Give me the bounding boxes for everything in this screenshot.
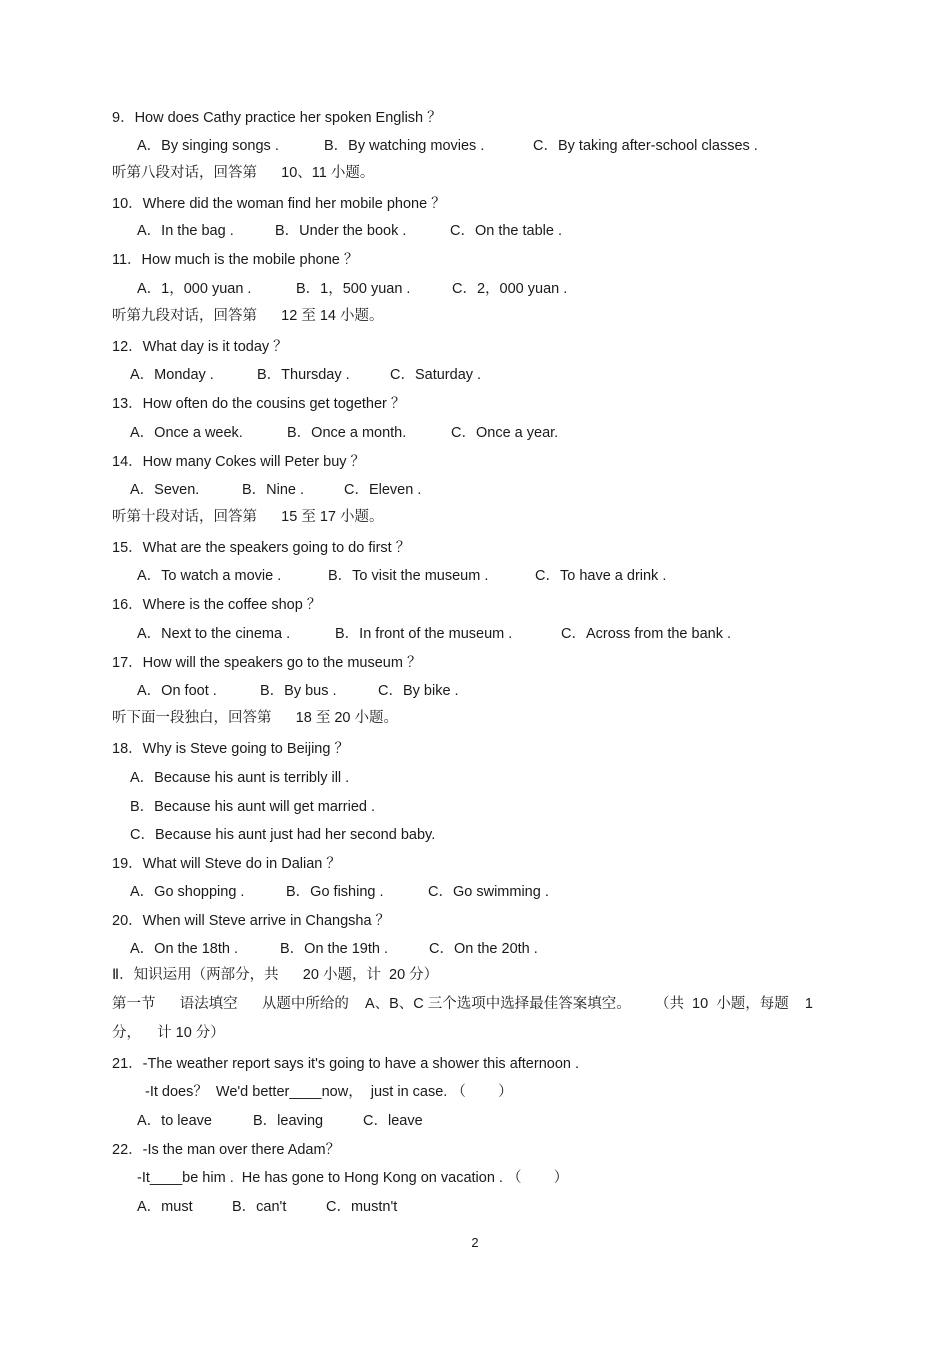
option-11a: A．1，000 yuan . [137,281,252,297]
option-15a: A．To watch a movie . [137,568,282,584]
question-18: 18．Why is Steve going to Beijing ？ [112,741,349,757]
option-9a: A．By singing songs . [137,138,279,154]
question-17: 17．How will the speakers go to the museum ？ [112,655,422,671]
option-20c: C．On the 20th . [429,941,538,957]
option-18c: C．Because his aunt just had her second baby. [130,827,436,843]
option-12b: B．Thursday . [257,367,350,383]
section-instruction-monologue: 听下面一段独白，回答第 18 至 20 小题。 [112,710,399,726]
option-13a: A．Once a week. [130,425,243,441]
question-10: 10．Where did the woman find her mobile phone ？ [112,196,446,212]
option-21b: B．leaving [253,1113,324,1129]
page-number: 2 [471,1235,479,1250]
option-9b: B．By watching movies . [324,138,485,154]
section-1-instruction-cont: 分， 计 10 分） [112,1025,225,1041]
option-17a: A．On foot . [137,683,217,699]
question-21: 21．-The weather report says it's going to have a shower this afternoon . [112,1056,580,1072]
section-1-instruction: 第一节 语法填空 从题中所给的 A、B、C 三个选项中选择最佳答案填空。 （共 10 小题，每题 1 [112,996,813,1012]
option-12c: C．Saturday . [390,367,482,383]
question-15: 15．What are the speakers going to do first ？ [112,540,411,556]
option-14b: B．Nine . [242,482,305,498]
option-15c: C．To have a drink . [535,568,667,584]
question-13: 13．How often do the cousins get together ？ [112,396,406,412]
section-instruction-9: 听第九段对话，回答第 12 至 14 小题。 [112,308,384,324]
option-21a: A．to leave [137,1113,212,1129]
question-22: 22．-Is the man over there Adam？ [112,1142,341,1158]
option-17c: C．By bike . [378,683,459,699]
option-12a: A．Monday . [130,367,214,383]
option-20a: A．On the 18th . [130,941,239,957]
option-22a: A．must [137,1199,193,1215]
question-12: 12．What day is it today ？ [112,339,288,355]
option-18b: B．Because his aunt will get married . [130,799,375,815]
question-22-response: -It____be him . He has gone to Hong Kong on vacation . （ ） [137,1170,569,1186]
option-10a: A．In the bag . [137,223,234,239]
option-13c: C．Once a year. [451,425,559,441]
option-9c: C．By taking after-school classes . [533,138,758,154]
option-15b: B．To visit the museum . [328,568,489,584]
question-20: 20．When will Steve arrive in Changsha ？ [112,913,391,929]
section-instruction-8: 听第八段对话，回答第 10、11 小题。 [112,165,375,181]
section-instruction-10: 听第十段对话，回答第 15 至 17 小题。 [112,509,384,525]
question-16: 16．Where is the coffee shop ？ [112,597,322,613]
question-21-response: -It does？ We'd better____now， just in case. （ ） [145,1084,513,1100]
option-11b: B．1，500 yuan . [296,281,411,297]
option-11c: C．2，000 yuan . [452,281,568,297]
option-10c: C．On the table . [450,223,563,239]
option-16b: B．In front of the museum . [335,626,513,642]
option-10b: B．Under the book . [275,223,407,239]
question-11: 11．How much is the mobile phone ？ [112,252,359,268]
option-16a: A．Next to the cinema . [137,626,291,642]
option-22b: B．can't [232,1199,287,1215]
option-17b: B．By bus . [260,683,337,699]
option-14a: A．Seven. [130,482,200,498]
option-22c: C．mustn't [326,1199,398,1215]
option-13b: B．Once a month. [287,425,407,441]
question-9: 9．How does Cathy practice her spoken English ？ [112,110,442,126]
option-19b: B．Go fishing . [286,884,384,900]
option-19c: C．Go swimming . [428,884,549,900]
option-18a: A．Because his aunt is terribly ill . [130,770,350,786]
option-14c: C．Eleven . [344,482,422,498]
part-2-heading: Ⅱ．知识运用（两部分，共 20 小题，计 20 分） [112,967,439,983]
option-19a: A．Go shopping . [130,884,245,900]
option-16c: C．Across from the bank . [561,626,732,642]
option-21c: C．leave [363,1113,423,1129]
option-20b: B．On the 19th . [280,941,389,957]
question-19: 19．What will Steve do in Dalian ？ [112,856,341,872]
question-14: 14．How many Cokes will Peter buy ？ [112,454,366,470]
